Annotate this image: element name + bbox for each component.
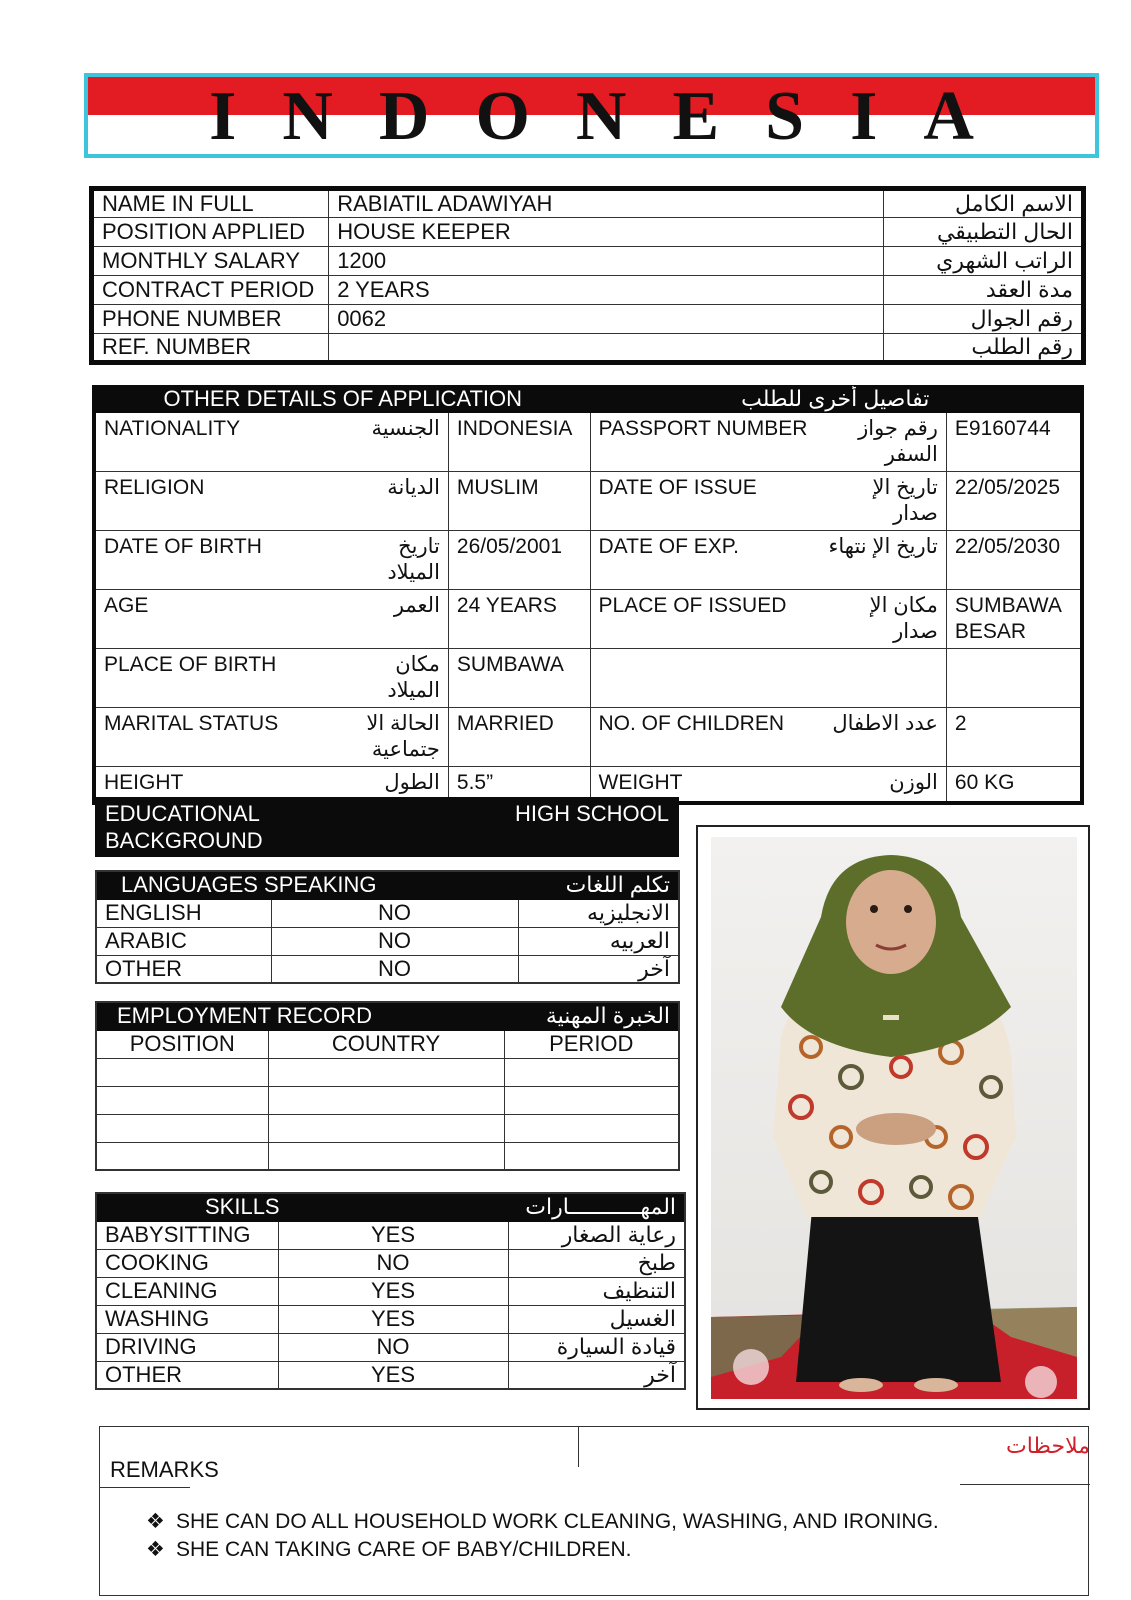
info-label-ar: رقم الطلب (883, 334, 1083, 363)
detail-label: PLACE OF ISSUED (590, 590, 820, 649)
detail-label-ar: عدد الاطفال (820, 708, 947, 767)
education-table (95, 797, 679, 857)
language-value: NO (271, 899, 518, 927)
info-label: MONTHLY SALARY (92, 247, 329, 276)
employment-cell (268, 1142, 504, 1170)
detail-value: E9160744 (946, 413, 1082, 472)
language-name-ar: الانجليزيه (518, 899, 679, 927)
info-label-ar: مدة العقد (883, 276, 1083, 305)
employment-cell (96, 1086, 268, 1114)
detail-value: 5.5” (448, 767, 590, 803)
skill-row (96, 1361, 685, 1389)
skill-value: YES (278, 1221, 508, 1249)
employment-cell (504, 1142, 679, 1170)
detail-value (946, 649, 1082, 708)
details-row (94, 531, 1082, 590)
detail-value: MUSLIM (448, 472, 590, 531)
skill-value: NO (278, 1249, 508, 1277)
remarks-item-text: SHE CAN TAKING CARE OF BABY/CHILDREN. (176, 1538, 632, 1561)
detail-value: 22/05/2030 (946, 531, 1082, 590)
info-label-ar: الحال التطبيقي (883, 218, 1083, 247)
info-value: 1200 (329, 247, 884, 276)
info-value: 2 YEARS (329, 276, 884, 305)
detail-value: MARRIED (448, 708, 590, 767)
language-name: ARABIC (96, 927, 271, 955)
detail-value: INDONESIA (448, 413, 590, 472)
info-value: RABIATIL ADAWIYAH (329, 189, 884, 218)
skill-name-ar: طبخ (508, 1249, 685, 1277)
info-label: POSITION APPLIED (92, 218, 329, 247)
details-header-ar: تفاصيل أخرى للطلب (590, 386, 1082, 413)
language-name-ar: العربيه (518, 927, 679, 955)
languages-header-row (96, 871, 679, 899)
info-label-ar: الاسم الكامل (883, 189, 1083, 218)
remarks-divider (578, 1427, 579, 1467)
details-row (94, 472, 1082, 531)
language-row (96, 955, 679, 983)
details-header-row (94, 386, 1082, 413)
languages-table (95, 870, 680, 984)
detail-label: AGE (94, 590, 338, 649)
employment-cell (504, 1086, 679, 1114)
language-name: OTHER (96, 955, 271, 983)
detail-label-ar: تاريخ الإ نتهاء (820, 531, 947, 590)
detail-label-ar: مكان الإ صدار (820, 590, 947, 649)
details-row (94, 708, 1082, 767)
detail-label: DATE OF ISSUE (590, 472, 820, 531)
info-value: HOUSE KEEPER (329, 218, 884, 247)
employment-row (96, 1142, 679, 1170)
detail-label: DATE OF EXP. (590, 531, 820, 590)
skill-name-ar: التنظيف (508, 1277, 685, 1305)
detail-value: 26/05/2001 (448, 531, 590, 590)
detail-value: 24 YEARS (448, 590, 590, 649)
detail-label-ar: الديانة (338, 472, 448, 531)
employment-cell (96, 1114, 268, 1142)
detail-label: NATIONALITY (94, 413, 338, 472)
info-row (92, 218, 1084, 247)
skill-value: YES (278, 1305, 508, 1333)
remarks-label-ar: ملاحظات (1006, 1433, 1090, 1458)
detail-value: 22/05/2025 (946, 472, 1082, 531)
detail-value: 60 KG (946, 767, 1082, 803)
language-name-ar: آخر (518, 955, 679, 983)
skill-value: NO (278, 1333, 508, 1361)
country-banner (84, 73, 1099, 158)
language-name: ENGLISH (96, 899, 271, 927)
skill-row (96, 1277, 685, 1305)
detail-label-ar: العمر (338, 590, 448, 649)
employment-header-en: EMPLOYMENT RECORD (96, 1002, 504, 1030)
detail-label-ar: الطول (338, 767, 448, 803)
skill-name: OTHER (96, 1361, 278, 1389)
skills-header-row (96, 1193, 685, 1221)
info-row (92, 189, 1084, 218)
skill-name-ar: قيادة السيارة (508, 1333, 685, 1361)
detail-label: MARITAL STATUS (94, 708, 338, 767)
detail-value: SUMBAWA BESAR (946, 590, 1082, 649)
details-row (94, 413, 1082, 472)
other-details-table (92, 385, 1084, 805)
applicant-photo (711, 837, 1077, 1399)
employment-cell (96, 1058, 268, 1086)
detail-label-ar: تاريخ الميلاد (338, 531, 448, 590)
remarks-box (99, 1426, 1089, 1596)
employment-header-ar: الخبرة المهنية (504, 1002, 679, 1030)
info-row (92, 276, 1084, 305)
detail-label: NO. OF CHILDREN (590, 708, 820, 767)
detail-label: PASSPORT NUMBER (590, 413, 820, 472)
detail-label-ar: الحالة الا جتماعية (338, 708, 448, 767)
employment-cell (268, 1086, 504, 1114)
remarks-divider (960, 1484, 1090, 1485)
info-label: CONTRACT PERIOD (92, 276, 329, 305)
detail-label-ar: تاريخ الإ صدار (820, 472, 947, 531)
info-row (92, 247, 1084, 276)
info-row (92, 334, 1084, 363)
detail-value: 2 (946, 708, 1082, 767)
remarks-item (146, 1509, 939, 1534)
detail-label-ar: رقم جواز السفر (820, 413, 947, 472)
remarks-item-text: SHE CAN DO ALL HOUSEHOLD WORK CLEANING, WASHING, AND IRONING. (176, 1510, 939, 1533)
skill-name: BABYSITTING (96, 1221, 278, 1249)
skill-name: DRIVING (96, 1333, 278, 1361)
info-label-ar: رقم الجوال (883, 305, 1083, 334)
detail-label-ar (820, 649, 947, 708)
employment-cell (504, 1058, 679, 1086)
employment-row (96, 1114, 679, 1142)
applicant-photo-frame (696, 825, 1090, 1410)
info-label-ar: الراتب الشهري (883, 247, 1083, 276)
skill-row (96, 1333, 685, 1361)
banner-title: INDONESIA (209, 78, 1020, 155)
remarks-divider (100, 1487, 190, 1488)
skill-name: WASHING (96, 1305, 278, 1333)
skill-row (96, 1221, 685, 1249)
skill-value: YES (278, 1361, 508, 1389)
employment-header-row (96, 1002, 679, 1030)
languages-header-ar: تكلم اللغات (518, 871, 679, 899)
skill-row (96, 1249, 685, 1277)
employment-column-header: POSITION (96, 1030, 268, 1058)
detail-label-ar: الجنسية (338, 413, 448, 472)
skill-name-ar: الغسيل (508, 1305, 685, 1333)
skill-name-ar: آخر (508, 1361, 685, 1389)
employment-columns-row (96, 1030, 679, 1058)
language-row (96, 899, 679, 927)
skill-name-ar: رعاية الصغار (508, 1221, 685, 1249)
remarks-label: REMARKS (110, 1457, 219, 1482)
employment-column-header: COUNTRY (268, 1030, 504, 1058)
language-value: NO (271, 955, 518, 983)
languages-header-en: LANGUAGES SPEAKING (96, 871, 518, 899)
details-row (94, 590, 1082, 649)
info-label: NAME IN FULL (92, 189, 329, 218)
employment-cell (268, 1058, 504, 1086)
personal-info-table (89, 186, 1086, 365)
employment-row (96, 1086, 679, 1114)
info-value (329, 334, 884, 363)
info-value: 0062 (329, 305, 884, 334)
detail-label: DATE OF BIRTH (94, 531, 338, 590)
employment-cell (96, 1142, 268, 1170)
employment-table (95, 1001, 680, 1171)
detail-label (590, 649, 820, 708)
detail-value: SUMBAWA (448, 649, 590, 708)
diamond-bullet-icon: ❖ (146, 1538, 165, 1561)
info-label: REF. NUMBER (92, 334, 329, 363)
detail-label-ar: مكان الميلاد (338, 649, 448, 708)
education-value: HIGH SCHOOL (404, 798, 679, 857)
detail-label: WEIGHT (590, 767, 820, 803)
skills-header-ar: المهـــــــــــارات (508, 1193, 685, 1221)
language-value: NO (271, 927, 518, 955)
info-label: PHONE NUMBER (92, 305, 329, 334)
language-row (96, 927, 679, 955)
details-header-en: OTHER DETAILS OF APPLICATION (94, 386, 590, 413)
skill-row (96, 1305, 685, 1333)
employment-column-header: PERIOD (504, 1030, 679, 1058)
detail-label: PLACE OF BIRTH (94, 649, 338, 708)
detail-label-ar: الوزن (820, 767, 947, 803)
skills-header-en: SKILLS (96, 1193, 508, 1221)
details-row (94, 649, 1082, 708)
skill-name: CLEANING (96, 1277, 278, 1305)
remarks-item (146, 1537, 631, 1562)
employment-cell (268, 1114, 504, 1142)
info-row (92, 305, 1084, 334)
detail-label: HEIGHT (94, 767, 338, 803)
skill-value: YES (278, 1277, 508, 1305)
skill-name: COOKING (96, 1249, 278, 1277)
education-label: EDUCATIONAL BACKGROUND (96, 798, 404, 857)
skills-table (95, 1192, 686, 1390)
employment-row (96, 1058, 679, 1086)
diamond-bullet-icon: ❖ (146, 1510, 165, 1533)
employment-cell (504, 1114, 679, 1142)
detail-label: RELIGION (94, 472, 338, 531)
